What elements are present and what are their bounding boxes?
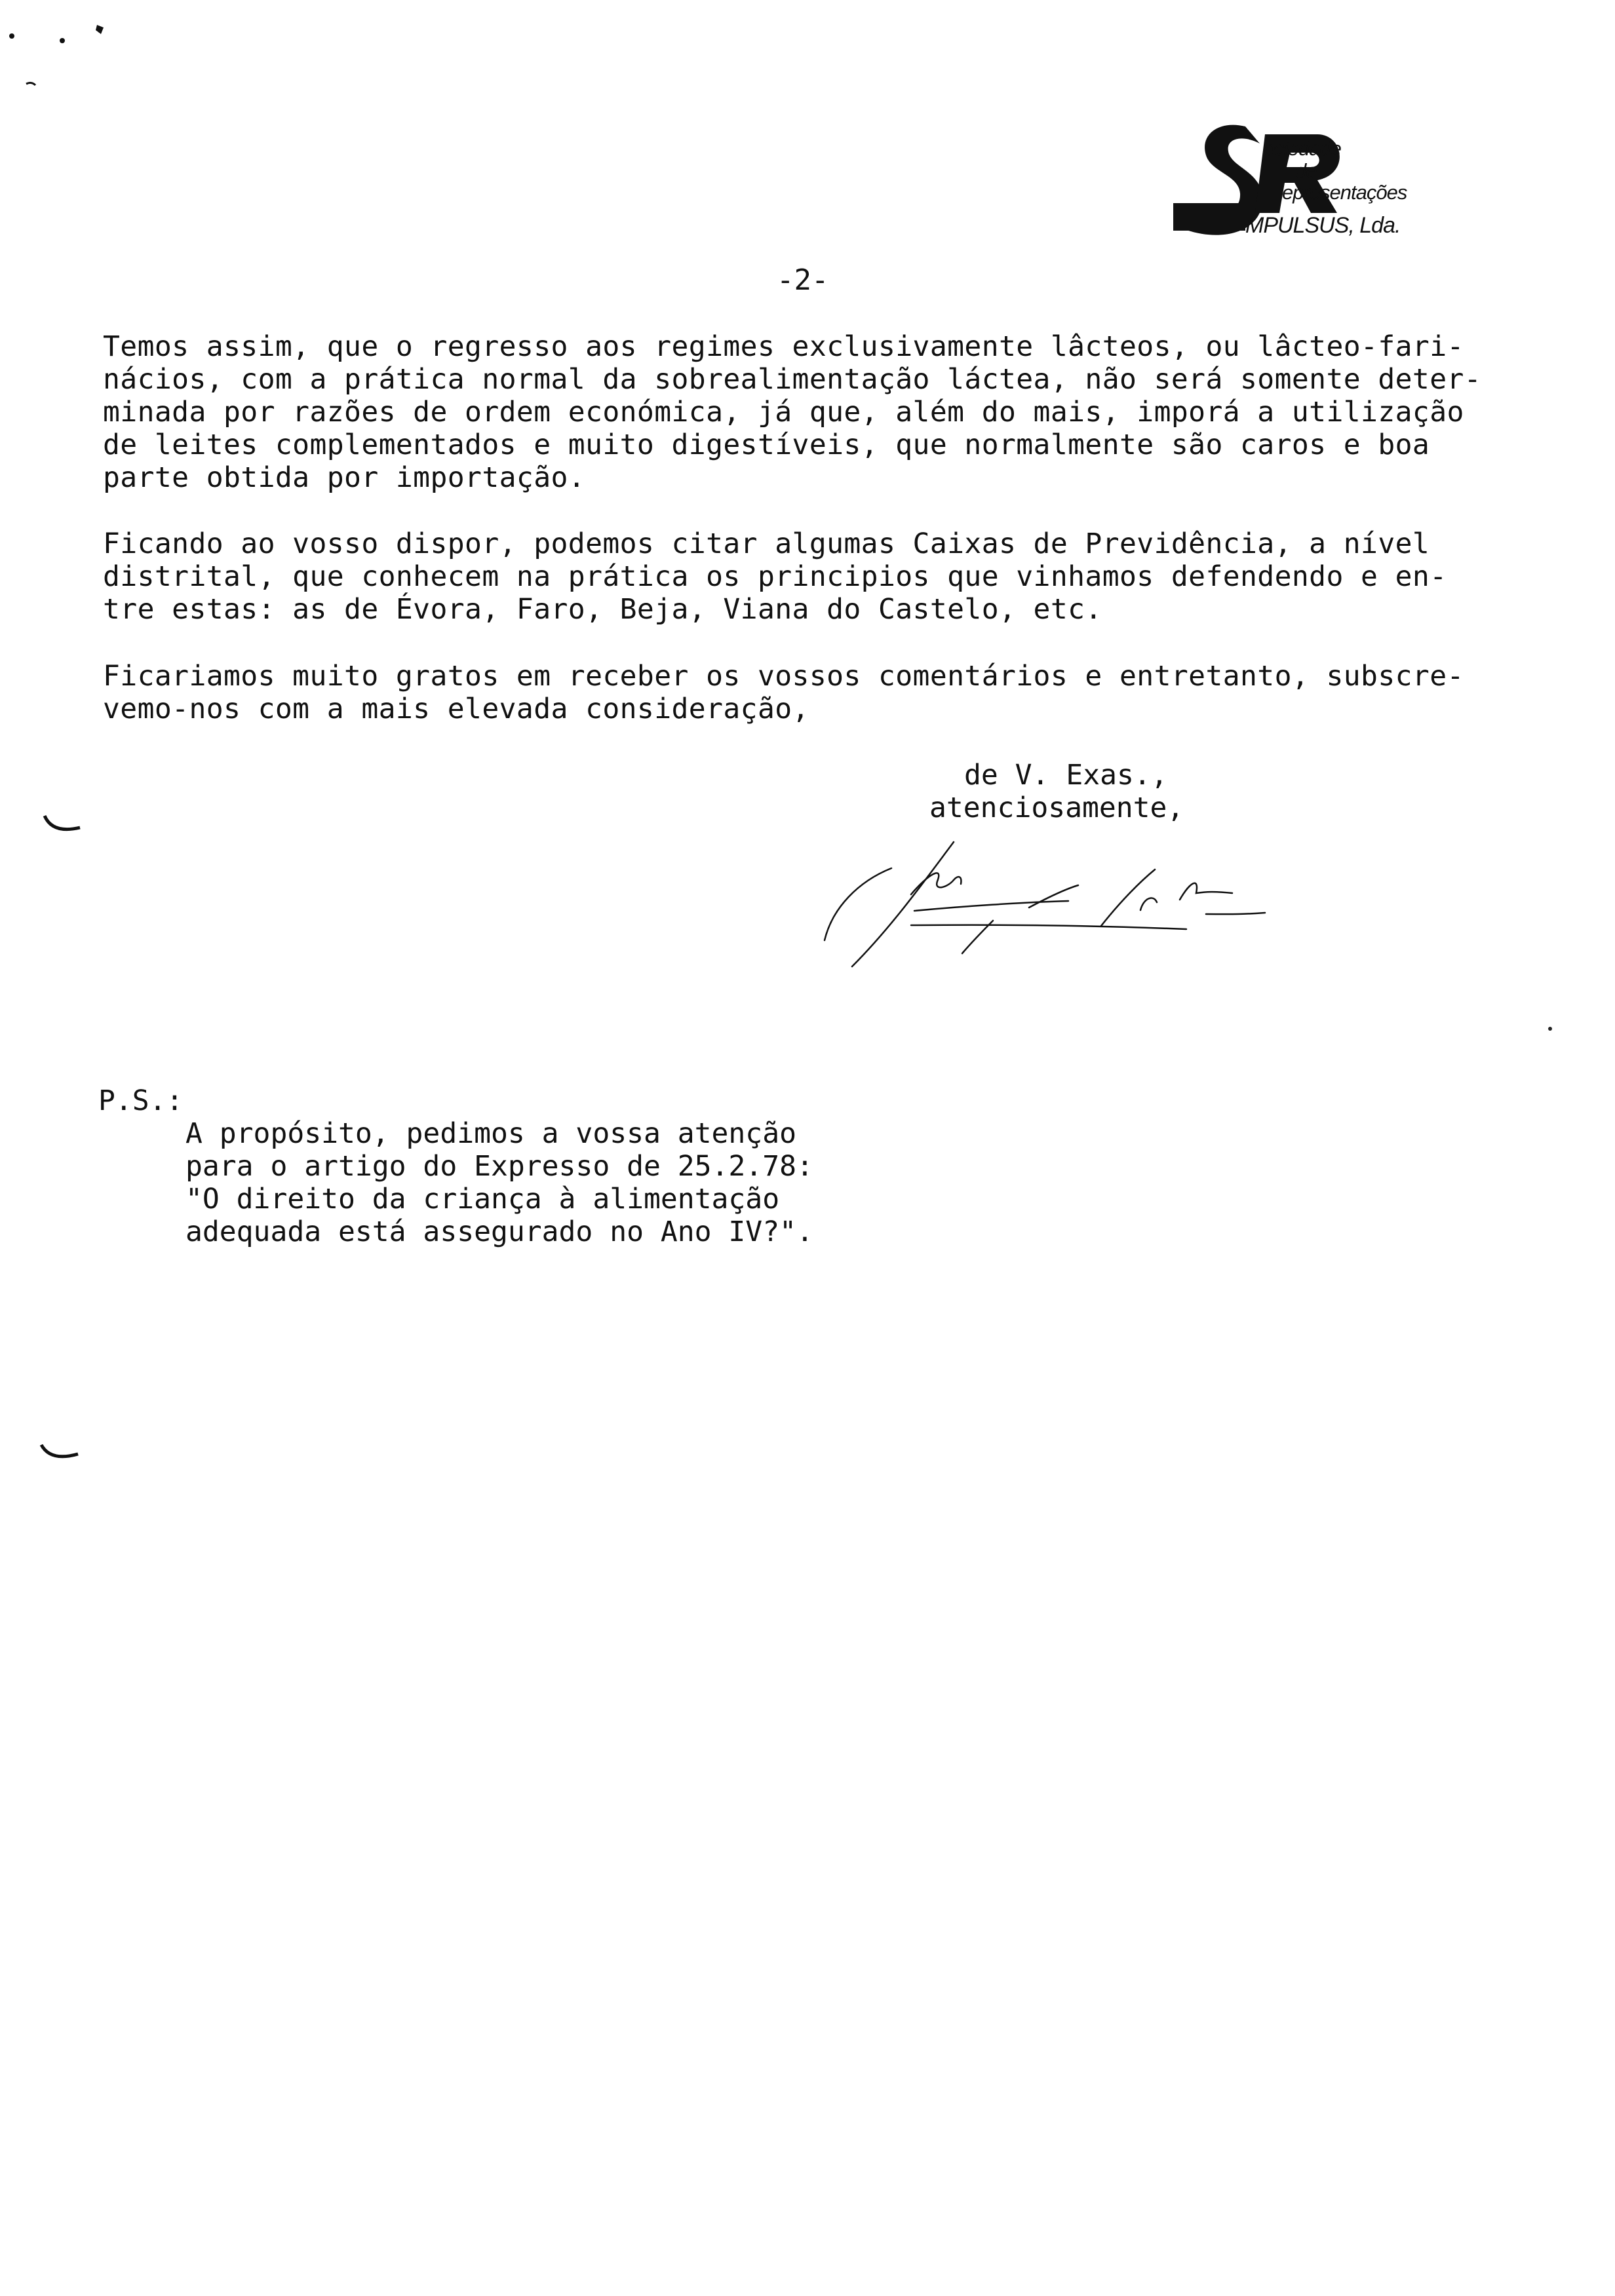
page-number: -2- — [777, 263, 829, 297]
text-line: vemo-nos com a mais elevada consideração, — [103, 693, 809, 725]
letterhead-line-2: de — [1295, 159, 1317, 182]
text-line: Temos assim, que o regresso aos regimes exclusivamente lâcteos, ou lâcteo-fari- — [103, 330, 1464, 363]
closing-line-2: atenciosamente, — [929, 792, 1184, 824]
scan-specks — [0, 0, 144, 105]
paragraph-2 — [103, 527, 1519, 626]
text-line: tre estas: as de Évora, Faro, Beja, Viana do Castelo, etc. — [103, 593, 1102, 626]
paragraph-1 — [103, 330, 1519, 494]
binding-hole-mark-top — [39, 809, 92, 842]
text-line: Ficando ao vosso dispor, podemos citar algumas Caixas de Previdência, a nível — [103, 527, 1430, 560]
letterhead-line-3: epresentações — [1282, 181, 1407, 204]
postscript-body — [185, 1117, 813, 1248]
text-line: distrital, que conhecem na prática os principios que vinhamos defendendo e en- — [103, 560, 1447, 593]
text-line: parte obtida por importação. — [103, 461, 586, 494]
closing-line-1: de V. Exas., — [964, 759, 1168, 792]
paragraph-3 — [103, 660, 1519, 725]
postscript-line: A propósito, pedimos a vossa atenção — [185, 1117, 796, 1150]
binding-hole-mark-bottom — [36, 1438, 88, 1471]
text-line: Ficariamos muito gratos em receber os vossos comentários e entretanto, subscre- — [103, 660, 1464, 693]
text-line: nácios, com a prática normal da sobrealimentação láctea, não será somente deter- — [103, 363, 1482, 396]
text-line: minada por razões de ordem económica, já que, além do mais, imporá a utilização — [103, 396, 1464, 429]
postscript-line: "O direito da criança à alimentação — [185, 1183, 780, 1215]
postscript-line: adequada está assegurado no Ano IV?". — [185, 1215, 813, 1248]
postscript-line: para o artigo do Expresso de 25.2.78: — [185, 1150, 813, 1183]
closing-block — [929, 759, 1184, 824]
letterhead-line-4: MPULSUS, Lda. — [1245, 213, 1401, 238]
company-logo — [1167, 115, 1455, 246]
scan-dot — [1547, 1025, 1553, 1032]
text-line: de leites complementados e muito digestíveis, que normalmente são caros e boa — [103, 429, 1430, 461]
handwritten-signature — [813, 829, 1285, 980]
postscript-label: P.S.: — [98, 1084, 184, 1117]
letterhead-line-1: ociedade — [1264, 137, 1341, 160]
